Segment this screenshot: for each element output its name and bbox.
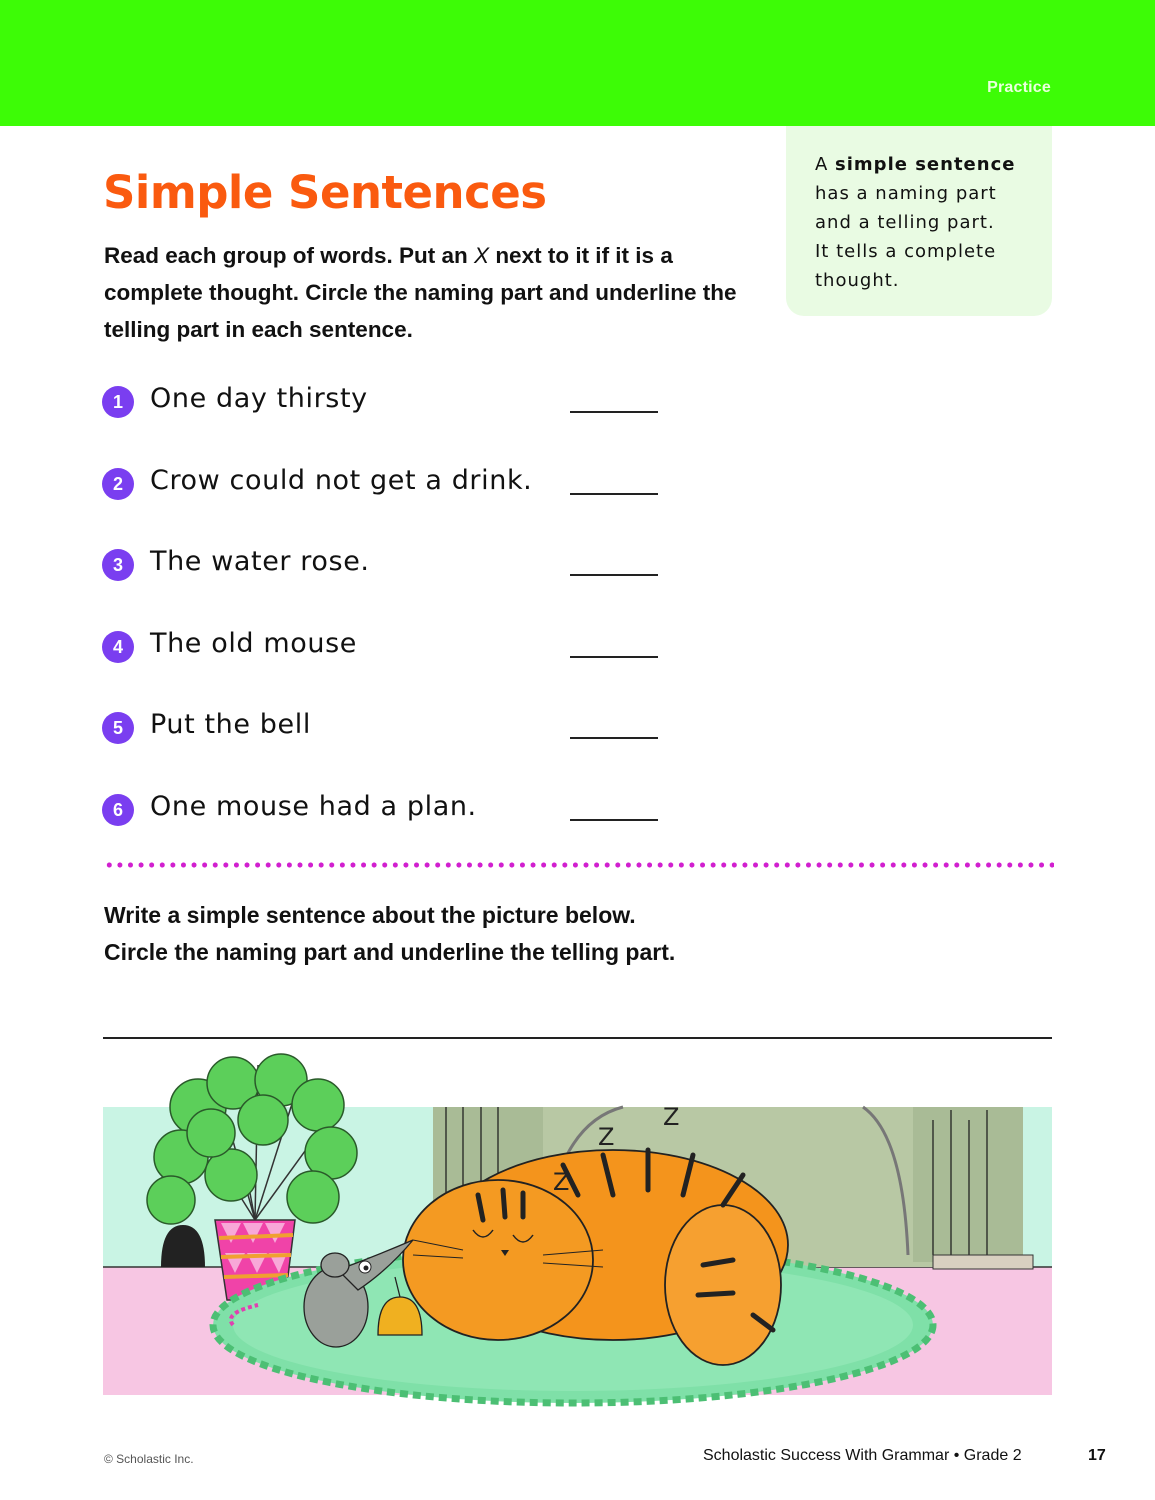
exercise-item	[102, 546, 662, 628]
exercise-list	[102, 383, 662, 872]
item-text: One day thirsty	[150, 383, 368, 414]
answer-blank[interactable]	[570, 656, 658, 658]
write-prompt	[104, 897, 675, 971]
item-text: The water rose.	[150, 546, 370, 577]
answer-blank[interactable]	[570, 493, 658, 495]
item-text: One mouse had a plan.	[150, 790, 477, 822]
instructions-text-a: Read each group of words. Put an	[104, 243, 475, 268]
rule-line-1	[815, 150, 1042, 179]
sleep-z-1: Z	[553, 1168, 570, 1196]
number-badge: 6	[102, 794, 134, 826]
number-badge: 3	[102, 549, 134, 581]
exercise-item	[102, 709, 662, 791]
book-title: Scholastic Success With Grammar • Grade 2	[703, 1447, 1022, 1464]
exercise-item	[102, 628, 662, 710]
item-text: Put the bell	[150, 709, 311, 740]
exercise-item	[102, 465, 662, 547]
rule-line-3: and a telling part.	[815, 212, 995, 233]
write-prompt-line-2: Circle the naming part and underline the telling part.	[104, 939, 676, 965]
answer-blank[interactable]	[570, 737, 658, 739]
instructions-x: X	[474, 243, 490, 268]
answer-blank[interactable]	[570, 574, 658, 576]
rule-term: simple sentence	[835, 154, 1016, 175]
section-tag: Practice	[987, 79, 1051, 96]
rule-line-5: thought.	[815, 270, 900, 291]
write-prompt-line-1: Write a simple sentence about the picture below.	[104, 902, 636, 928]
instructions	[104, 237, 764, 348]
sentence-answer-line[interactable]	[103, 1037, 1052, 1039]
exercise-item	[102, 383, 662, 465]
rule-callout-box	[786, 126, 1052, 316]
sleep-z-3: Z	[663, 1103, 680, 1131]
item-text: The old mouse	[150, 627, 357, 659]
rule-lead: A	[815, 154, 836, 175]
cat-and-mouse-illustration	[103, 1045, 1052, 1415]
item-text: Crow could not get a drink.	[150, 464, 533, 496]
number-badge: 4	[102, 631, 134, 663]
number-badge: 5	[102, 712, 134, 744]
number-badge: 2	[102, 468, 134, 500]
sleep-z-2: Z	[598, 1123, 615, 1151]
copyright: © Scholastic Inc.	[104, 1452, 194, 1466]
rule-line-4: It tells a complete	[815, 241, 997, 262]
answer-blank[interactable]	[570, 411, 658, 413]
number-badge: 1	[102, 386, 134, 418]
dotted-divider	[104, 862, 1054, 868]
rule-line-2: has a naming part	[815, 183, 997, 204]
exercise-item	[102, 791, 662, 873]
page-title: Simple Sentences	[103, 166, 547, 219]
answer-blank[interactable]	[570, 819, 658, 821]
header-band	[0, 0, 1155, 126]
instructions-text-b: next to it if it is a complete thought. Circle the naming part and underline the telling part in each sentence.	[104, 243, 737, 342]
page-number: 17	[1088, 1447, 1106, 1464]
